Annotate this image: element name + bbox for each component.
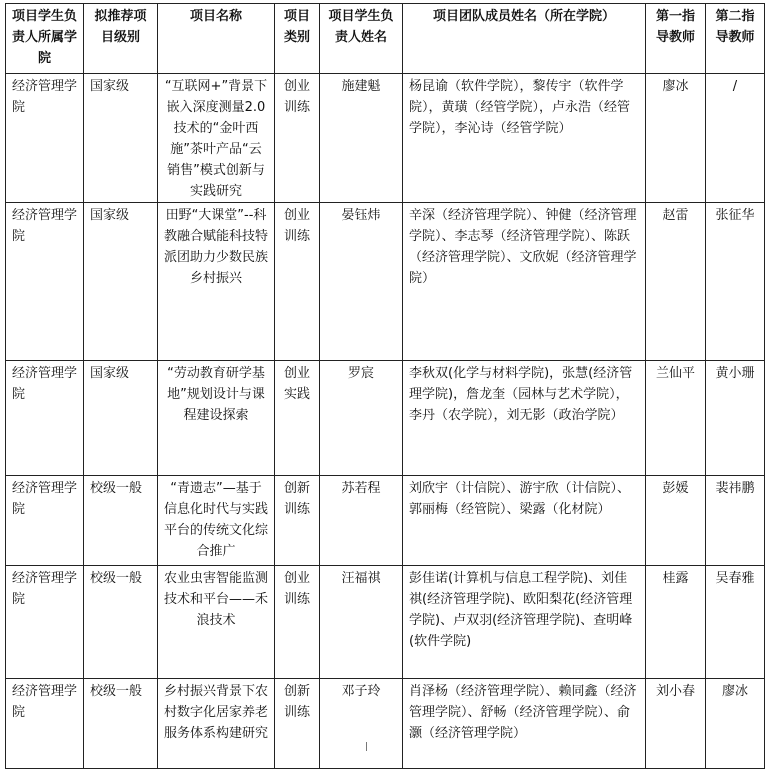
cell-advisor-2: 廖冰 (706, 679, 765, 769)
cell-college: 经济管理学院 (6, 679, 84, 769)
cell-advisor-1: 桂露 (646, 566, 706, 679)
header-advisor-2: 第二指导教师 (706, 4, 765, 74)
cell-members: 李秋双(化学与材料学院)，张慧(经济管理学院)，詹龙奎（园林与艺术学院），李丹（农学院），刘无影（政治学院） (403, 361, 646, 476)
cell-project-name: “劳动教育研学基地”规划设计与课程建设探索 (158, 361, 275, 476)
cell-category: 创新训练 (275, 679, 320, 769)
header-category: 项目类别 (275, 4, 320, 74)
cell-members: 刘欣宇（计信院）、游宇欣（计信院）、郭丽梅（经管院）、梁露（化材院） (403, 476, 646, 566)
table-row (6, 203, 765, 361)
cell-category: 创新训练 (275, 476, 320, 566)
page-edge-marker (366, 742, 367, 751)
cell-advisor-1: 刘小春 (646, 679, 706, 769)
cell-leader: 汪福祺 (320, 566, 403, 679)
cell-level: 国家级 (84, 203, 158, 361)
cell-project-name: 田野“大课堂”--科教融合赋能科技特派团助力少数民族乡村振兴 (158, 203, 275, 361)
cell-advisor-1: 彭媛 (646, 476, 706, 566)
cell-category: 创业训练 (275, 566, 320, 679)
cell-advisor-2: 裴祎鹏 (706, 476, 765, 566)
header-members: 项目团队成员姓名（所在学院） (403, 4, 646, 74)
cell-advisor-2: 黄小珊 (706, 361, 765, 476)
cell-college: 经济管理学院 (6, 361, 84, 476)
cell-college: 经济管理学院 (6, 74, 84, 203)
cell-advisor-1: 廖冰 (646, 74, 706, 203)
cell-leader: 苏若程 (320, 476, 403, 566)
cell-leader: 邓子玲 (320, 679, 403, 769)
cell-project-name: “青遗志”—基于信息化时代与实践平台的传统文化综合推广 (158, 476, 275, 566)
cell-level: 国家级 (84, 361, 158, 476)
header-project-name: 项目名称 (158, 4, 275, 74)
cell-advisor-2: / (706, 74, 765, 203)
table-row (6, 679, 765, 769)
cell-leader: 施建魁 (320, 74, 403, 203)
cell-level: 校级一般 (84, 476, 158, 566)
cell-project-name: “互联网+”背景下嵌入深度测量2.0技术的“金叶西施”茶叶产品“云销售”模式创新与实践研究 (158, 74, 275, 203)
cell-category: 创业实践 (275, 361, 320, 476)
cell-members: 杨昆谕（软件学院），黎传宇（软件学院），黄璜（经管学院），卢永浩（经管学院），李沁诗（经管学院） (403, 74, 646, 203)
cell-project-name: 农业虫害智能监测技术和平台——禾浪技术 (158, 566, 275, 679)
cell-college: 经济管理学院 (6, 566, 84, 679)
cell-members: 肖泽杨（经济管理学院）、赖同鑫（经济管理学院）、舒畅（经济管理学院）、俞灏（经济管理学院） (403, 679, 646, 769)
table-row (6, 476, 765, 566)
cell-category: 创业训练 (275, 203, 320, 361)
cell-level: 校级一般 (84, 566, 158, 679)
cell-advisor-1: 兰仙平 (646, 361, 706, 476)
cell-advisor-1: 赵雷 (646, 203, 706, 361)
cell-members: 彭佳诺(计算机与信息工程学院)、刘佳祺(经济管理学院)、欧阳梨花(经济管理学院)、卢双羽(经济管理学院)、查明峰(软件学院) (403, 566, 646, 679)
header-level: 拟推荐项目级别 (84, 4, 158, 74)
header-advisor-1: 第一指导教师 (646, 4, 706, 74)
project-table (5, 3, 765, 769)
header-leader: 项目学生负责人姓名 (320, 4, 403, 74)
cell-level: 校级一般 (84, 679, 158, 769)
cell-advisor-2: 张征华 (706, 203, 765, 361)
cell-level: 国家级 (84, 74, 158, 203)
cell-leader: 罗宸 (320, 361, 403, 476)
table-row (6, 74, 765, 203)
table-row (6, 361, 765, 476)
cell-college: 经济管理学院 (6, 203, 84, 361)
cell-college: 经济管理学院 (6, 476, 84, 566)
cell-category: 创业训练 (275, 74, 320, 203)
cell-advisor-2: 吴春雅 (706, 566, 765, 679)
table-header-row (6, 4, 765, 74)
table-row (6, 566, 765, 679)
header-college: 项目学生负责人所属学院 (6, 4, 84, 74)
cell-leader: 晏钰炜 (320, 203, 403, 361)
cell-project-name: 乡村振兴背景下农村数字化居家养老服务体系构建研究 (158, 679, 275, 769)
cell-members: 辛深（经济管理学院）、钟健（经济管理学院）、李志琴（经济管理学院）、陈跃（经济管理学院）、文欣妮（经济管理学院） (403, 203, 646, 361)
